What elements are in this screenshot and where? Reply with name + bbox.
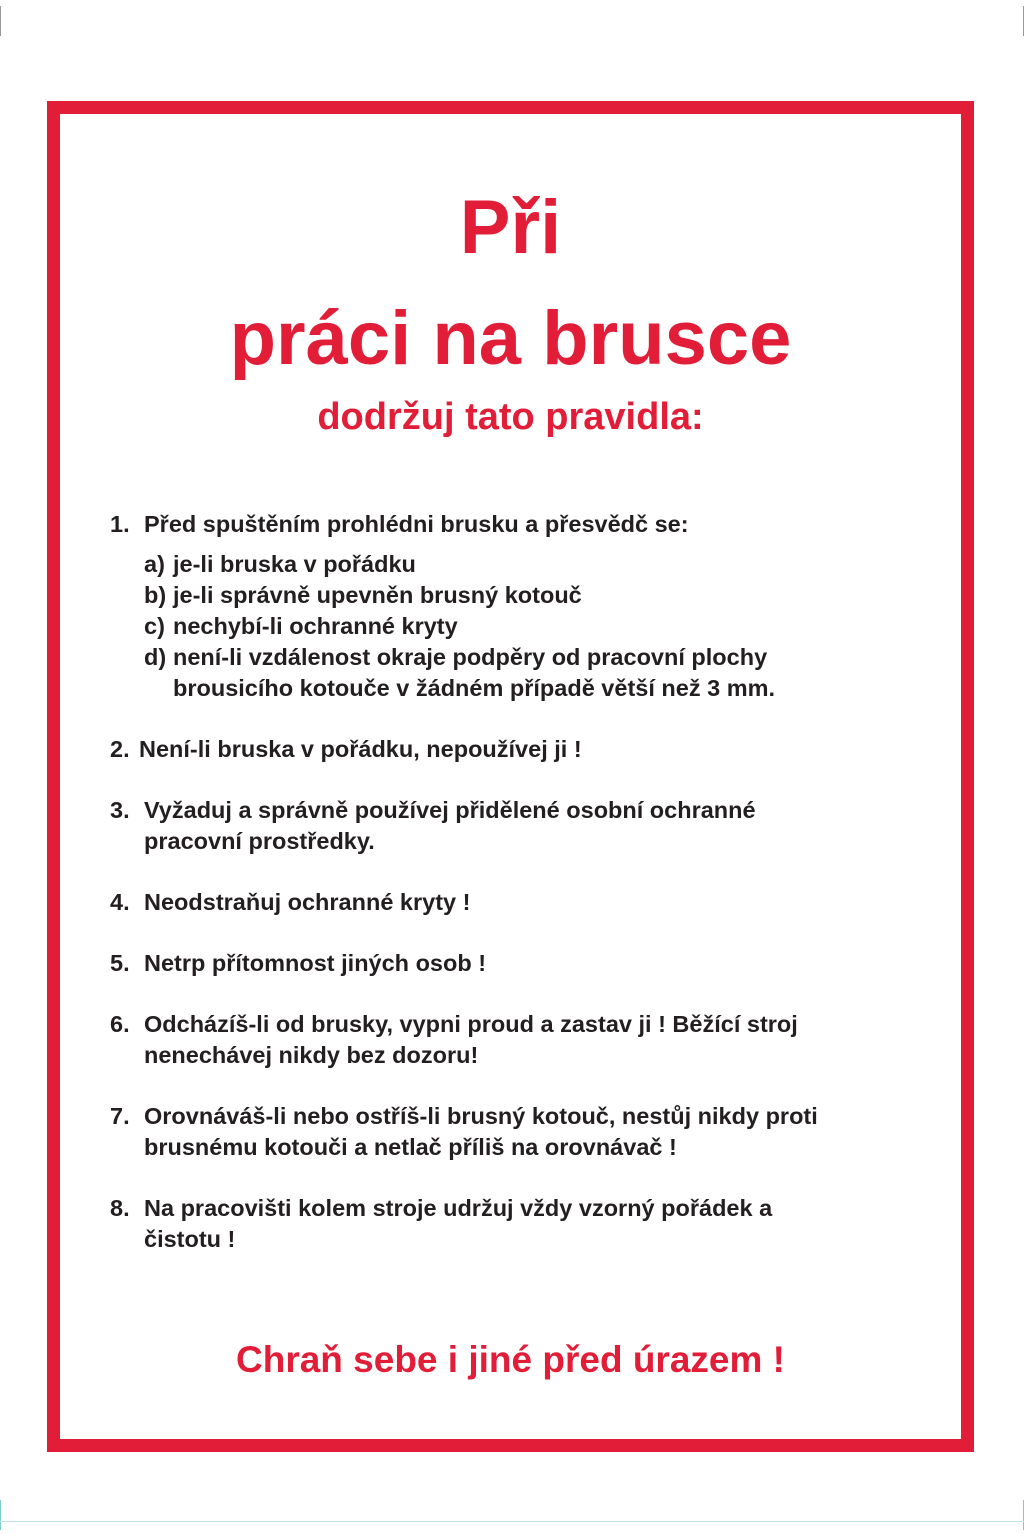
subitem-text: je-li bruska v pořádku — [173, 551, 416, 577]
rule-number: 2. — [110, 736, 130, 762]
rule-2 — [110, 734, 910, 765]
safety-sign — [47, 101, 974, 1452]
subitem-letter: c) — [144, 613, 165, 639]
rule-number: 1. — [110, 511, 130, 537]
sign-title — [60, 172, 961, 394]
rule-number: 7. — [110, 1103, 130, 1129]
subitem-text: není-li vzdálenost okraje podpěry od pracovní plochy brousicího kotouče v žádném případě větší než 3 mm. — [173, 644, 776, 701]
subitem-letter: d) — [144, 644, 167, 670]
rule-text: Na pracovišti kolem stroje udržuj vždy vzorný pořádek a čistotu ! — [144, 1195, 773, 1252]
crop-mark-top-left — [0, 6, 1, 36]
rule-8 — [110, 1193, 910, 1255]
rule-number: 3. — [110, 797, 130, 823]
subitem-text: je-li správně upevněn brusný kotouč — [173, 582, 582, 608]
rule-number: 6. — [110, 1011, 130, 1037]
rules-list — [110, 509, 910, 1255]
rule-number: 4. — [110, 889, 130, 915]
rule-text: Orovnáváš-li nebo ostříš-li brusný kotouč, nestůj nikdy proti brusnému kotouči a netlač příliš na orovnávač ! — [144, 1103, 818, 1160]
title-line-1: Při — [459, 185, 562, 270]
sign-subtitle: dodržuj tato pravidla: — [317, 396, 704, 438]
title-line-2: práci na brusce — [229, 296, 792, 381]
rule-text: Není-li bruska v pořádku, nepoužívej ji ! — [139, 736, 582, 762]
rule-7 — [110, 1101, 910, 1163]
rule-text: Před spuštěním prohlédni brusku a přesvědč se: — [144, 511, 689, 537]
subitem-a — [110, 549, 910, 580]
rule-1-subitems — [110, 549, 910, 704]
rule-text: Netrp přítomnost jiných osob ! — [144, 950, 487, 976]
subitem-text: nechybí-li ochranné kryty — [173, 613, 458, 639]
rule-3 — [110, 795, 910, 857]
subitem-letter: a) — [144, 551, 165, 577]
rule-number: 8. — [110, 1195, 130, 1221]
rule-text: Neodstraňuj ochranné kryty ! — [144, 889, 471, 915]
rule-number: 5. — [110, 950, 130, 976]
rule-text: Vyžaduj a správně používej přidělené osobní ochranné pracovní prostředky. — [144, 797, 756, 854]
crop-mark-bottom-left — [0, 1500, 1, 1530]
sign-footer: Chraň sebe i jiné před úrazem ! — [236, 1339, 785, 1380]
subitem-letter: b) — [144, 582, 167, 608]
rule-6 — [110, 1009, 910, 1071]
bleed-line — [0, 1521, 1024, 1522]
rule-1 — [110, 509, 910, 704]
rule-text: Odcházíš-li od brusky, vypni proud a zastav ji ! Běžící stroj nenechávej nikdy bez dozoru! — [144, 1011, 798, 1068]
subitem-c — [110, 611, 910, 642]
rule-5 — [110, 948, 910, 979]
subitem-d — [110, 642, 910, 704]
subitem-b — [110, 580, 910, 611]
rule-4 — [110, 887, 910, 918]
